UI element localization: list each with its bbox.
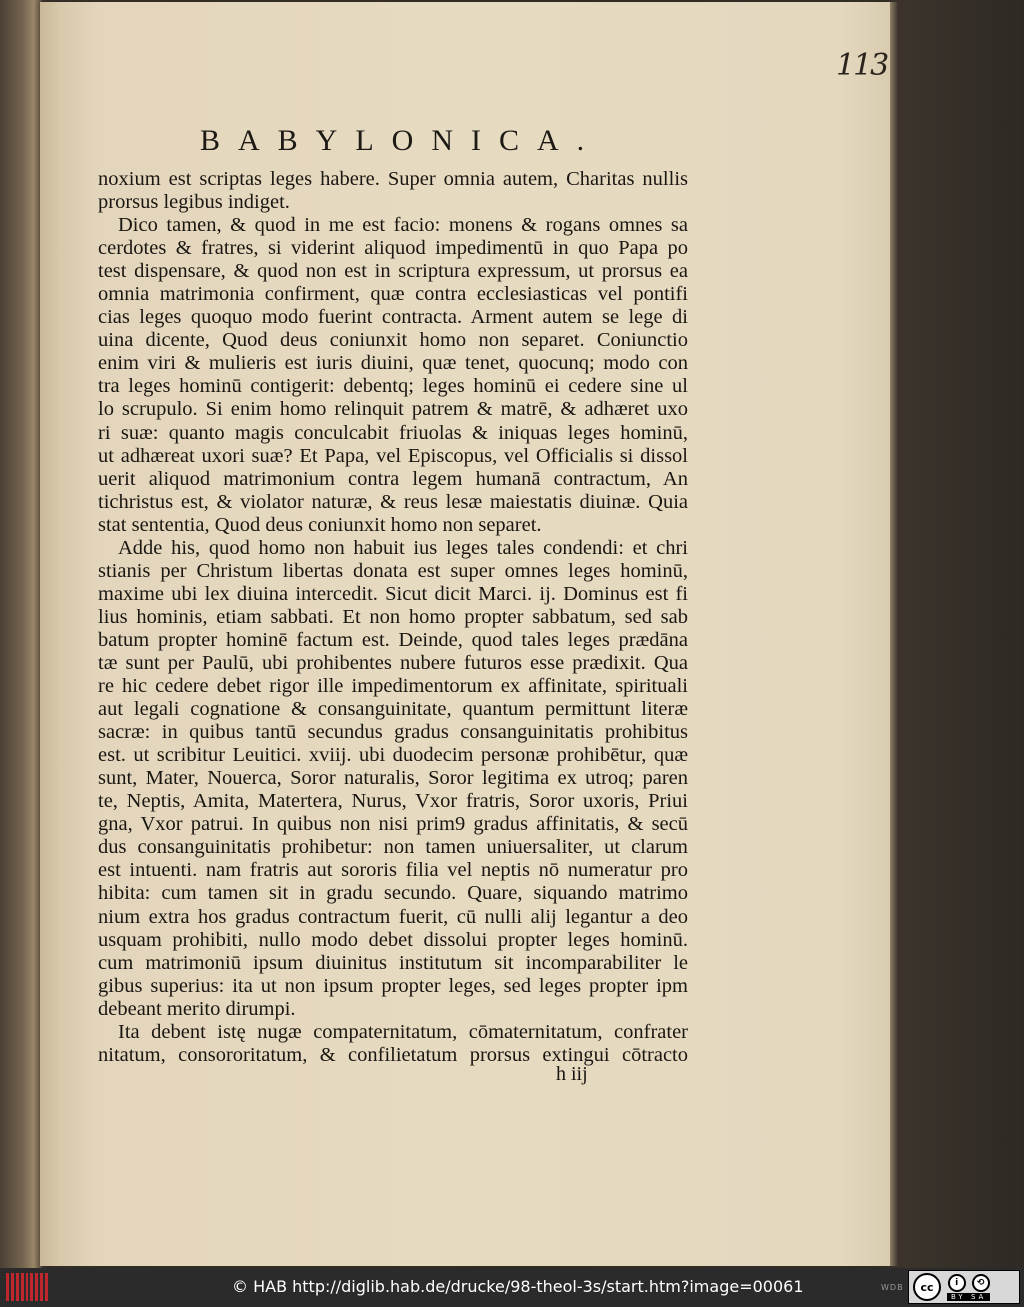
text-line: maxime ubi lex diuina intercedit. Sicut dicit Marci. ij. Dominus est fi [98, 582, 688, 605]
text-line: omnia matrimonia confirment, quæ contra ecclesiasticas vel pontifi [98, 283, 688, 306]
cc-label [947, 1293, 990, 1301]
text-line: est intuenti. nam fratris aut sororis filia vel neptis nō numeratur pro [98, 859, 688, 882]
cc-sa-label: SA [970, 1292, 987, 1301]
signature-mark: h iij [556, 1063, 588, 1085]
text-line: uerit aliquod matrimonium contra legem humanā contractum, An [98, 467, 688, 490]
hab-logo-icon [6, 1273, 48, 1301]
text-line: usquam prohibiti, nullo modo debet dissolui propter leges hominū. [98, 928, 688, 951]
text-line: stianis per Christum libertas donata est super omnes leges hominū, [98, 559, 688, 582]
book-binding-edge [0, 0, 42, 1268]
text-line: aut legali cognatione & consanguinitate, quantum permittunt literæ [98, 698, 688, 721]
text-line: ri suæ: quanto magis conculcabit friuolas & iniquas leges hominū, [98, 421, 688, 444]
text-line: re hic cedere debet rigor ille impedimentorum ex affinitate, spirituali [98, 675, 688, 698]
text-line: prorsus legibus indiget. [98, 191, 290, 214]
text-line: nium extra hos gradus contractum fuerit, cū nulli alij legantur a deo [98, 905, 688, 928]
text-line: te, Neptis, Amita, Matertera, Nurus, Vxor fratris, Soror uxoris, Priui [98, 790, 688, 813]
cc-by-sa [947, 1274, 990, 1301]
share-alike-icon: ⟲ [972, 1274, 990, 1292]
cc-by-label: BY [951, 1292, 966, 1301]
text-line: uina dicente, Quod deus coniunxit homo non separet. Coniunctio [98, 329, 688, 352]
text-line: enim viri & mulieris est iuris diuini, quæ tenet, quocunq; modo con [98, 352, 688, 375]
text-line: Adde his, quod homo non habuit ius leges tales condendi: et chri [118, 536, 688, 559]
text-line: cum matrimoniū ipsum diuinitus institutum sit incomparabiliter le [98, 951, 688, 974]
text-line: cerdotes & fratres, si viderint aliquod impedimentū in quo Papa po [98, 237, 688, 260]
cc-icon: cc [913, 1273, 941, 1301]
text-line: lius hominis, etiam sabbati. Et non homo propter sabbatum, sed sab [98, 605, 688, 628]
footer-attribution-link[interactable]: © HAB http://diglib.hab.de/drucke/98-theol-3s/start.htm?image=00061 [232, 1277, 804, 1296]
wdb-mark: WDB [881, 1283, 904, 1292]
text-line: dus consanguinitatis prohibetur: non tamen uniuersaliter, ut clarum [98, 836, 688, 859]
text-line: debeant merito dirumpi. [98, 997, 296, 1020]
text-line: hibita: cum tamen sit in gradu secundo. Quare, siquando matrimo [98, 882, 688, 905]
text-line: lo scrupulo. Si enim homo relinquit patrem & matrē, & adhæret uxo [98, 398, 688, 421]
text-line: stat sententia, Quod deus coniunxit homo non separet. [98, 513, 542, 536]
text-line: test dispensare, & quod non est in scriptura expressum, ut prorsus ea [98, 260, 688, 283]
folio-number: 113 [836, 48, 888, 83]
body-text [98, 168, 688, 1067]
text-line: Dico tamen, & quod in me est facio: monens & rogans omnes sa [118, 214, 688, 237]
text-line: sunt, Mater, Nouerca, Soror naturalis, Soror legitima ex utroq; paren [98, 767, 688, 790]
text-line: cias leges quoquo modo fuerint contracta. Arment autem se lege di [98, 306, 688, 329]
text-line: nitatum, consororitatum, & confilietatum prorsus extingui cōtracto [98, 1043, 688, 1066]
text-line: est. ut scribitur Leuitici. xviij. ubi duodecim personæ prohibētur, quæ [98, 744, 688, 767]
text-line: gibus superius: ita ut non ipsum propter leges, sed leges propter ipm [98, 974, 688, 997]
text-line: Ita debent istę nugæ compaternitatum, cōmaternitatum, confrater [118, 1020, 688, 1043]
text-line: noxium est scriptas leges habere. Super omnia autem, Charitas nullis [98, 168, 688, 190]
running-head: BABYLONICA. [200, 124, 603, 157]
page-edge-shadow [890, 2, 898, 1266]
text-line: gna, Vxor patrui. In quibus non nisi prim9 gradus affinitatis, & secū [98, 813, 688, 836]
cc-license-badge[interactable] [908, 1270, 1020, 1304]
text-line: batum propter hominē factum est. Deinde, quod tales leges prædāna [98, 628, 688, 651]
text-line: ut adhæreat uxori suæ? Et Papa, vel Episcopus, vel Officialis si dissol [98, 444, 688, 467]
text-line: tæ sunt per Paulū, ubi prohibentes nubere futuros esse prædixit. Qua [98, 651, 688, 674]
text-line: tichristus est, & violator naturæ, & reus lesæ maiestatis diuinæ. Quia [98, 490, 688, 513]
text-line: sacræ: in quibus tantū secundus gradus consanguinitatis prohibitus [98, 721, 688, 744]
attribution-icon: i [948, 1274, 966, 1292]
text-line: tra leges hominū contigerit: debentq; leges hominū ei cedere sine ul [98, 375, 688, 398]
